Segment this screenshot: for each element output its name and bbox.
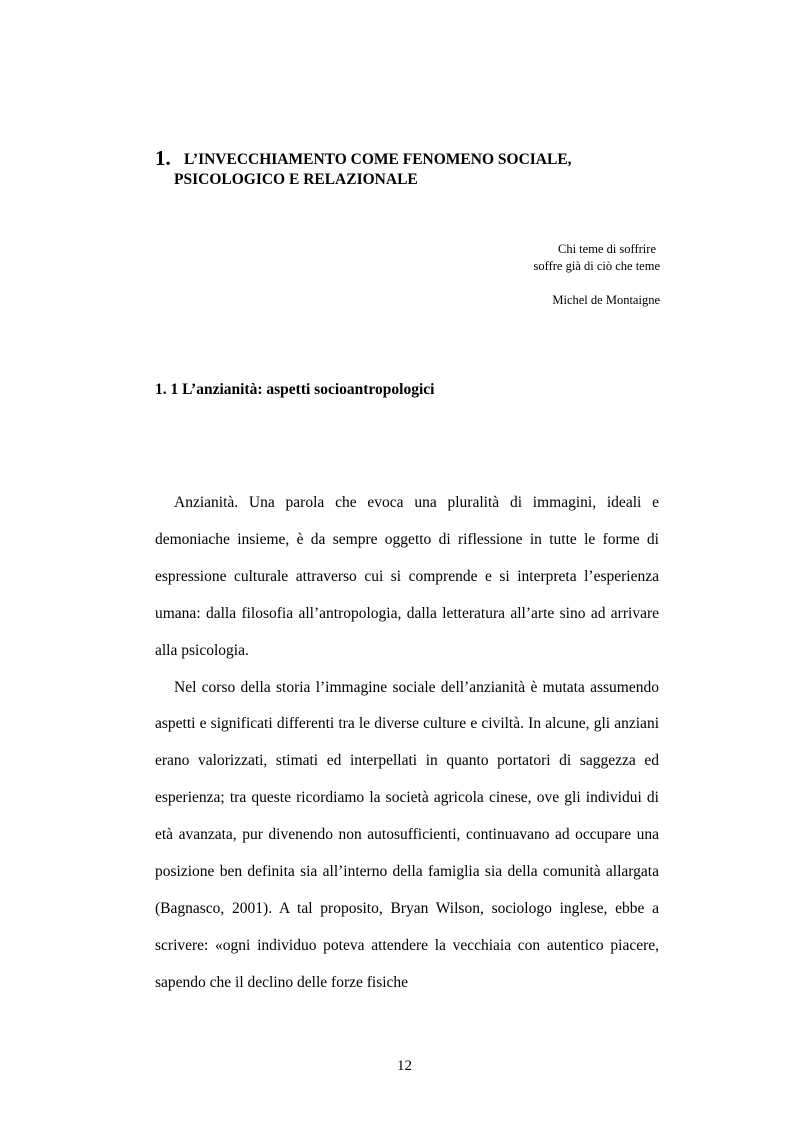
section-heading: 1. 1 L’anzianità: aspetti socioantropologici: [155, 381, 435, 398]
page-number: 12: [397, 1058, 412, 1074]
body-text: [155, 485, 659, 1002]
epigraph-line-2: soffre già di ciò che teme: [533, 259, 660, 273]
paragraph-1: Anzianità. Una parola che evoca una pluralità di immagini, ideali e demoniache insieme, è da sempre oggetto di riflessione in tutte le forme di espressione culturale attraverso cui si comprende e si interpreta l’esperienza umana: dalla filosofia all’antropologia, dalla letteratura all’arte sino ad arrivare alla psicologia.: [155, 494, 659, 659]
epigraph-line-1: Chi teme di soffrire: [557, 242, 656, 256]
epigraph-author: Michel de Montaigne: [552, 293, 660, 307]
chapter-title-line-2: PSICOLOGICO E RELAZIONALE: [174, 171, 418, 188]
epigraph: [440, 241, 660, 309]
chapter-title-line-1: L’INVECCHIAMENTO COME FENOMENO SOCIALE,: [184, 151, 572, 168]
chapter-number: 1.: [155, 146, 171, 170]
paragraph-2: Nel corso della storia l’immagine sociale dell’anzianità è mutata assumendo aspetti e significati differenti tra le diverse culture e civiltà. In alcune, gli anziani erano valorizzati, stimati ed interpellati in quanto portatori di saggezza ed esperienza; tra queste ricordiamo la società agricola cinese, ove gli individui di età avanzata, pur divenendo non autosufficienti, continuavano ad occupare una posizione ben definita sia all’interno della famiglia sia della comunità allargata (Bagnasco, 2001). A tal proposito, Bryan Wilson, sociologo inglese, ebbe a scrivere: «ogni individuo poteva attendere la vecchiaia con autentico piacere, sapendo che il declino delle forze fisiche: [155, 678, 659, 991]
